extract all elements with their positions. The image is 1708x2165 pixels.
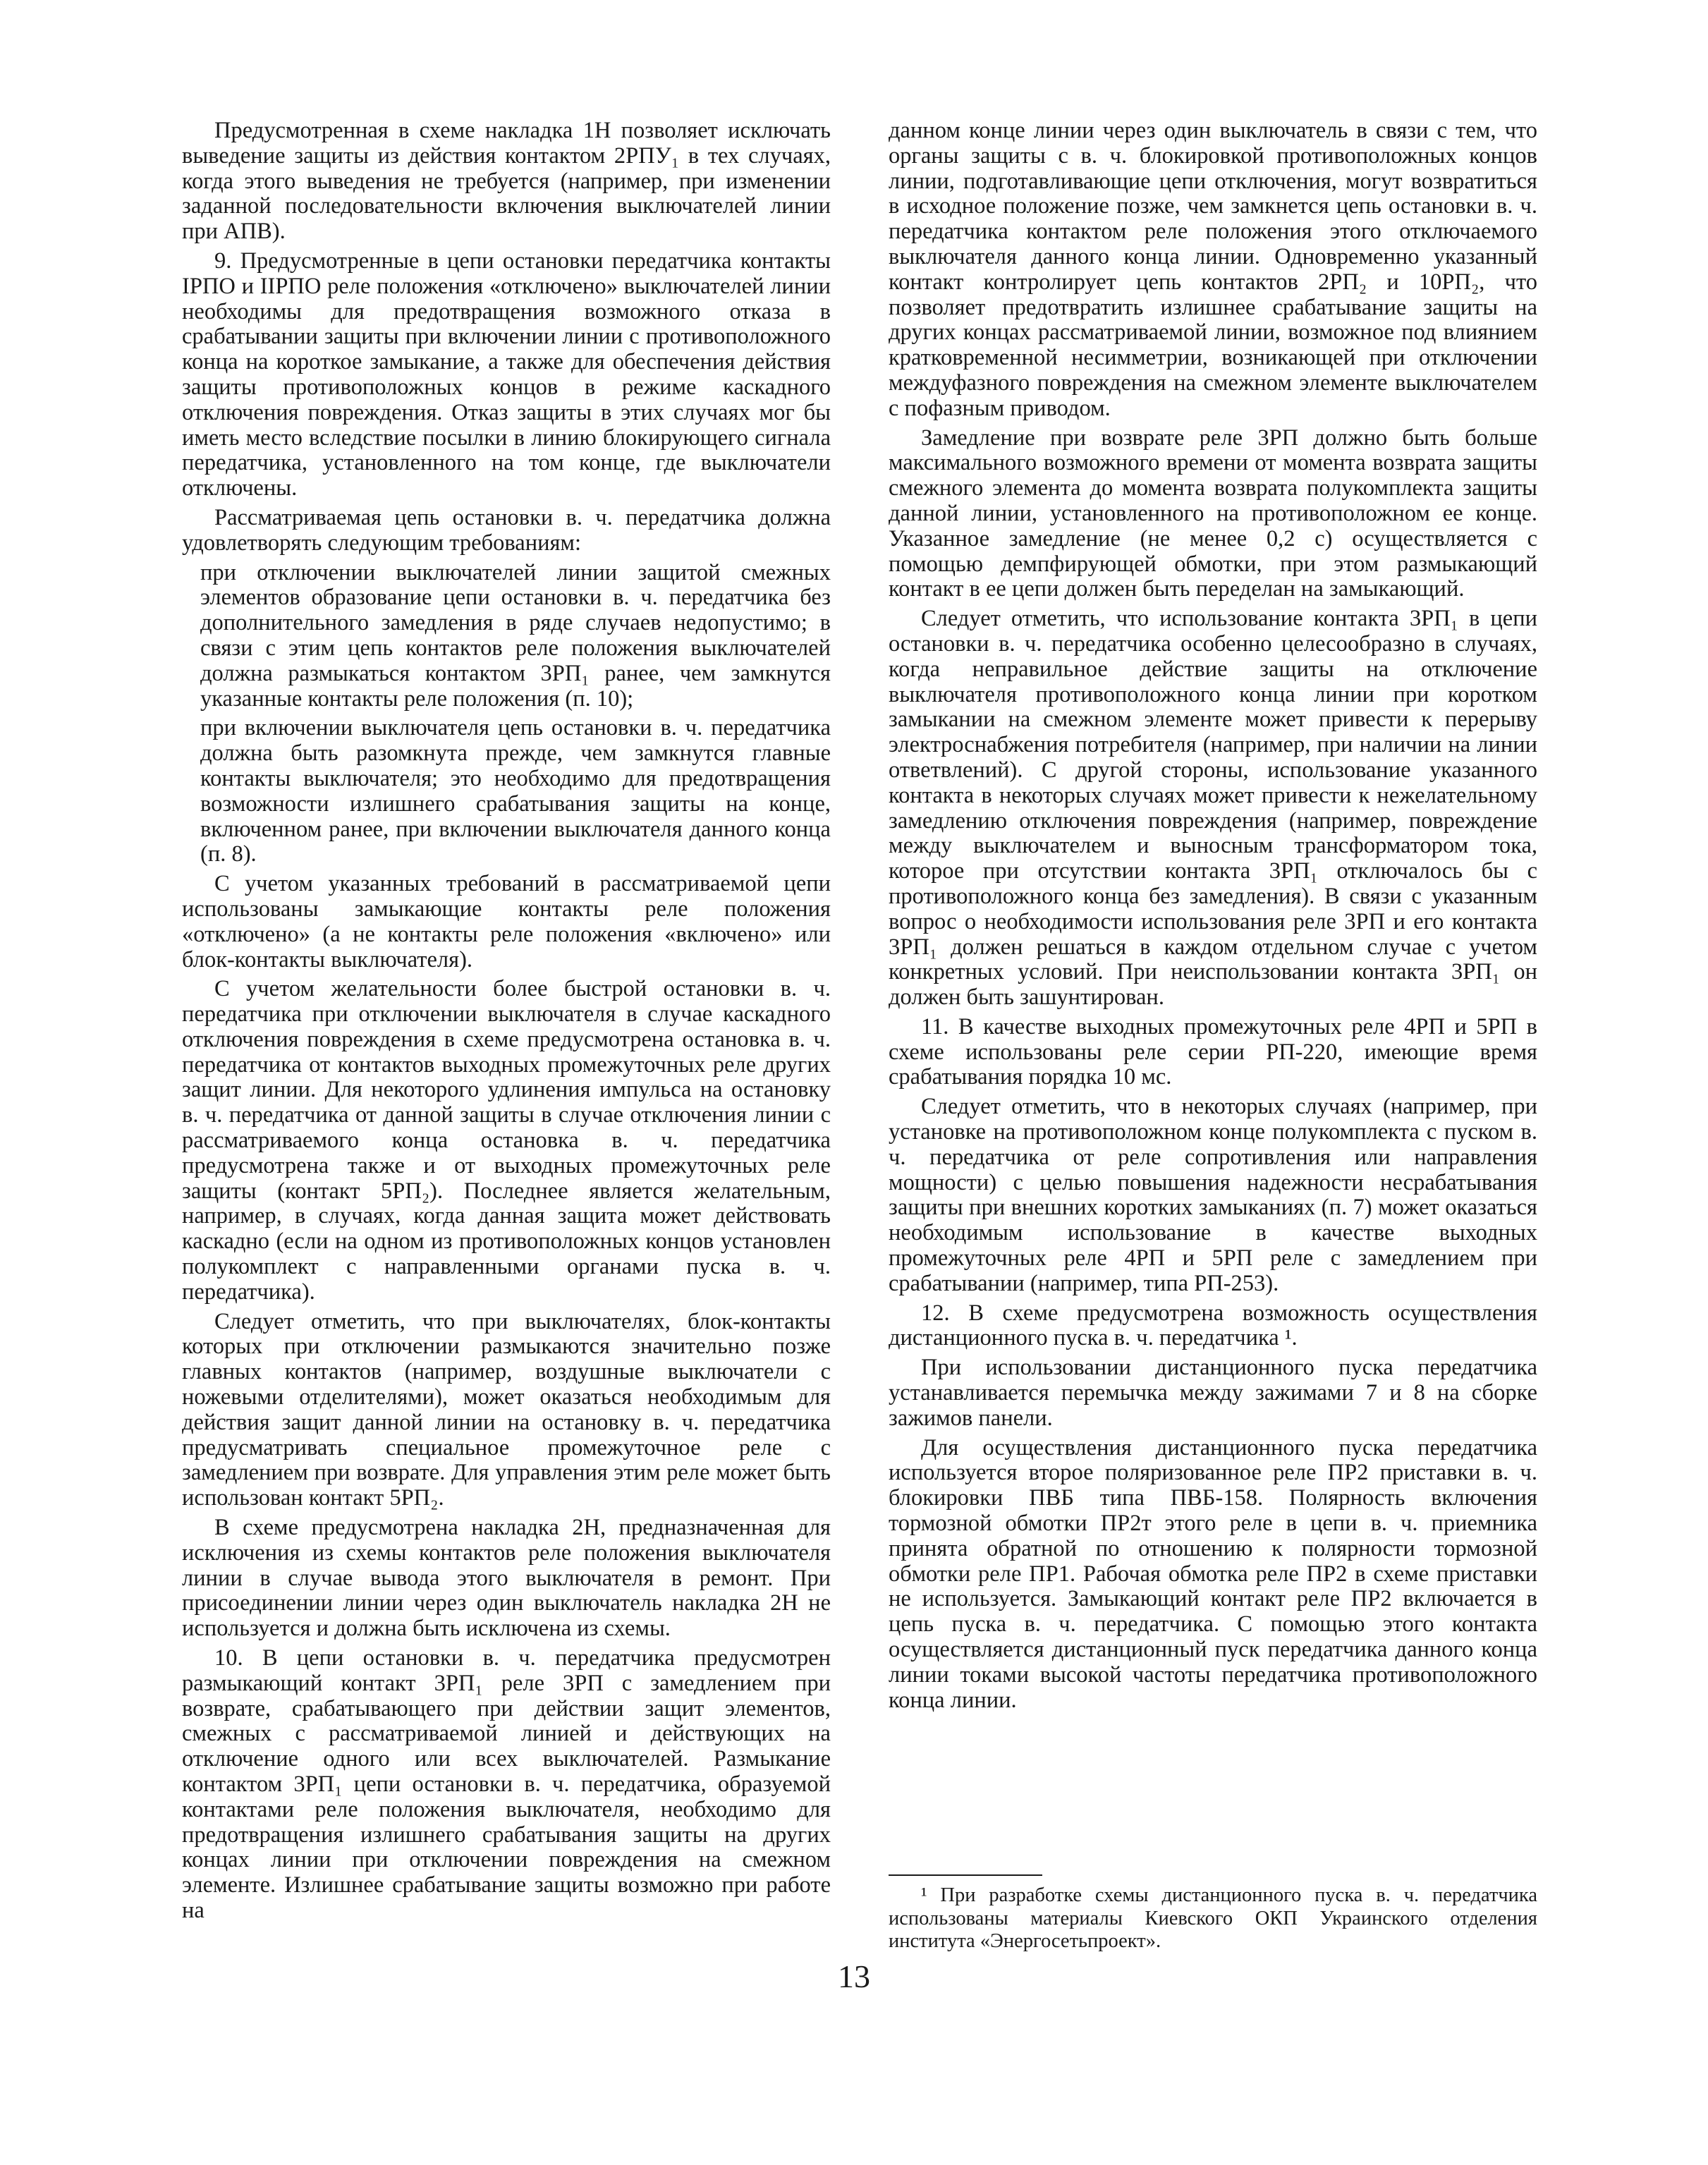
left-paragraph: при включении выключателя цепь остановки в. ч. передатчика должна быть разомкнута прежде, чем замкнутся главные контакты выключателя; это необходимо для предотвращения возможности излишнего срабатывания защиты на конце, включенном ранее, при включении выключателя данного конца (п. 8). xyxy=(200,715,831,867)
right-paragraph: данном конце линии через один выключатель в связи с тем, что органы защиты с в. ч. блокировкой противоположных концов линии, подготавливающие цепи отключения, могут возвратиться в исходное положение позже, чем замкнется цепь остановки в. ч. передатчика контактом реле положения этого отключаемого выключателя данного конца линии. Одновременно указанный контакт контролирует цепь контактов 2РП₂ и 10РП₂, что позволяет предотвратить излишнее срабатывание защиты на других концах рассматриваемой линии, возможное под влиянием кратковременной несимметрии, возникающей при отключении междуфазного повреждения на смежном элементе выключателем с пофазным приводом. xyxy=(889,118,1537,421)
right-column xyxy=(889,118,1537,1717)
right-paragraph: Замедление при возврате реле 3РП должно быть больше максимального возможного времени от момента возврата защиты смежного элемента до момента возврата полукомплекта защиты данной линии, установленного на противоположном ее конце. Указанное замедление (не менее 0,2 с) осуществляется с помощью демпфирующей обмотки, при этом размыкающий контакт в ее цепи должен быть переделан на замыкающий. xyxy=(889,425,1537,602)
left-column xyxy=(182,118,831,1928)
left-paragraph: С учетом желательности более быстрой остановки в. ч. передатчика при отключении выключателя в случае каскадного отключения повреждения в схеме предусмотрена остановка в. ч. передатчика от контактов выходных промежуточных реле других защит линии. Для некоторого удлинения импульса на остановку в. ч. передатчика от данной защиты в случае отключения линии с рассматриваемого конца остановка в. ч. передатчика предусмотрена также и от выходных промежуточных реле защиты (контакт 5РП₂). Последнее является желательным, например, в случаях, когда данная защита может действовать каскадно (если на одном из противоположных концов установлен полукомплект с направленными органами пуска в. ч. передатчика). xyxy=(182,976,831,1305)
right-paragraph: 11. В качестве выходных промежуточных реле 4РП и 5РП в схеме использованы реле серии РП-220, имеющие время срабатывания порядка 10 мс. xyxy=(889,1013,1537,1090)
left-paragraph: при отключении выключателей линии защитой смежных элементов образование цепи остановки в. ч. передатчика без дополнительного замедления в ряде случаев недопустимо; в связи с этим цепь контактов реле положения выключателей должна размыкаться контактом 3РП₁ ранее, чем замкнутся указанные контакты реле положения (п. 10); xyxy=(200,559,831,712)
right-paragraph: При использовании дистанционного пуска передатчика устанавливается перемычка между зажимами 7 и 8 на сборке зажимов панели. xyxy=(889,1355,1537,1431)
page-number: 13 xyxy=(838,1958,870,1994)
left-paragraph: С учетом указанных требований в рассматриваемой цепи использованы замыкающие контакты реле положения «отключено» (а не контакты реле положения «включено» или блок-контакты выключателя). xyxy=(182,871,831,972)
left-paragraph: Предусмотренная в схеме накладка 1Н позволяет исключать выведение защиты из действия контактом 2РПУ₁ в тех случаях, когда этого выведения не требуется (например, при изменении заданной последовательности включения выключателей линии при АПВ). xyxy=(182,118,831,245)
left-paragraph: 10. В цепи остановки в. ч. передатчика предусмотрен размыкающий контакт 3РП₁ реле 3РП с замедлением при возврате, срабатывающего при действии защит элементов, смежных с рассматриваемой линией и действующих на отключение одного или всех выключателей. Размыкание контактом 3РП₁ цепи остановки в. ч. передатчика, образуемой контактами реле положения выключателя, необходимо для предотвращения излишнего срабатывания защиты на других концах линии при отключении повреждения на смежном элементе. Излишнее срабатывание защиты возможно при работе на xyxy=(182,1645,831,1923)
footnote xyxy=(889,1884,1537,1953)
right-paragraph: 12. В схеме предусмотрена возможность осуществления дистанционного пуска в. ч. передатчика ¹. xyxy=(889,1300,1537,1351)
right-paragraph: Следует отметить, что использование контакта 3РП₁ в цепи остановки в. ч. передатчика особенно целесообразно в случаях, когда неправильное действие защиты на отключение выключателя противоположного конца линии при коротком замыкании на смежном элементе может привести к перерыву электроснабжения потребителя (например, при наличии на линии ответвлений). С другой стороны, использование указанного контакта в некоторых случаях может привести к нежелательному замедлению отключения повреждения (например, повреждение между выключателем и выносным трансформатором тока, которое при отсутствии контакта 3РП₁ отключалось бы с противоположного конца без замедления). В связи с указанным вопрос о необходимости использования реле 3РП и его контакта 3РП₁ должен решаться в каждом отдельном случае с учетом конкретных условий. При неиспользовании контакта 3РП₁ он должен быть зашунтирован. xyxy=(889,606,1537,1011)
left-paragraph: В схеме предусмотрена накладка 2Н, предназначенная для исключения из схемы контактов реле положения выключателя линии в случае вывода этого выключателя в ремонт. При присоединении линии через один выключатель накладка 2Н не используется и должна быть исключена из схемы. xyxy=(182,1515,831,1642)
left-paragraph: Рассматриваемая цепь остановки в. ч. передатчика должна удовлетворять следующим требованиям: xyxy=(182,504,831,556)
left-paragraph: Следует отметить, что при выключателях, блок-контакты которых при отключении размыкаются значительно позже главных контактов (например, воздушные выключатели с ножевыми отделителями), может оказаться необходимым для действия защит данной линии на остановку в. ч. передатчика предусматривать специальное промежуточное реле с замедлением при возврате. Для управления этим реле может быть использован контакт 5РП₂. xyxy=(182,1308,831,1511)
footnote-text: ¹ При разработке схемы дистанционного пуска в. ч. передатчика использованы материалы Киевского ОКП Украинского отделения института «Энергосетьпроект». xyxy=(889,1884,1537,1952)
footnote-divider xyxy=(889,1874,1042,1876)
right-paragraph: Следует отметить, что в некоторых случаях (например, при установке на противоположном конце полукомплекта с пуском в. ч. передатчика от реле сопротивления или направления мощности) с целью повышения надежности несрабатывания защиты при внешних коротких замыканиях (п. 7) может оказаться необходимым использование в качестве выходных промежуточных реле 4РП и 5РП реле с замедлением при срабатывании (например, типа РП-253). xyxy=(889,1094,1537,1296)
left-paragraph: 9. Предусмотренные в цепи остановки передатчика контакты IРПО и IIРПО реле положения «отключено» выключателей линии необходимы для предотвращения возможного отказа в срабатывании защиты при включении линии с противоположного конца на короткое замыкание, а также для обеспечения действия защиты противоположных концов в режиме каскадного отключения повреждения. Отказ защиты в этих случаях мог бы иметь место вследствие посылки в линию блокирующего сигнала передатчика, установленного на том конце, где выключатели отключены. xyxy=(182,248,831,501)
right-paragraph: Для осуществления дистанционного пуска передатчика используется второе поляризованное реле ПР2 приставки в. ч. блокировки ПВБ типа ПВБ-158. Полярность включения тормозной обмотки ПР2т этого реле в цепи в. ч. приемника принята обратной по отношению к полярности тормозной обмотки реле ПР1. Рабочая обмотка реле ПР2 в схеме приставки не используется. Замыкающий контакт реле ПР2 включается в цепь пуска в. ч. передатчика. С помощью этого контакта осуществляется дистанционный пуск передатчика данного конца линии токами высокой частоты передатчика противоположного конца линии. xyxy=(889,1434,1537,1713)
